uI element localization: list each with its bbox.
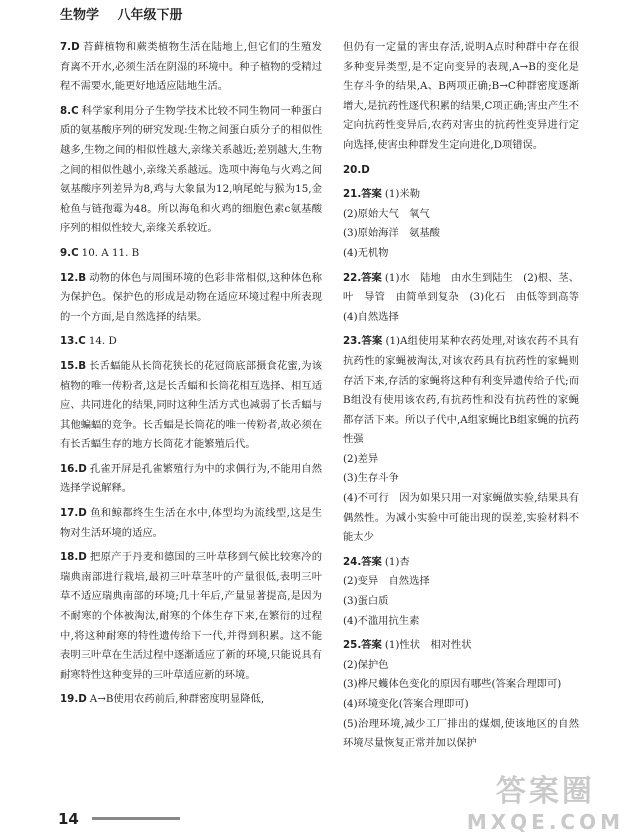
answer-line: (3)生存斗争 [343,472,399,485]
left-column [60,38,322,715]
answer-line: (3)原始海洋 氨基酸 [343,227,440,240]
answer-line: (4)不滥用抗生素 [343,614,420,627]
answer-line: (4)不可行 因为如果只用一对家蝇做实验,结果具有偶然性。为减小实验中可能出现的误差,实验材料不能太少 [343,492,579,544]
answer-item [343,185,579,263]
answer-text: 把原产于丹麦和德国的三叶草移到气候比较寒冷的瑞典南部进行栽培,最初三叶草茎叶的产量很低,表明三叶草不适应瑞典南部的环境;几十年后,产量显著提高,是因为不耐寒的个体被淘汰,耐寒的个体生存下来,在繁衍的过程中,将这种耐寒的特性遗传给下一代,并得到积累。这不能表明三叶草在生活过程中逐渐适应了新的环境,只能说具有耐寒特性这种变异的三叶草适应新的环境。 [60,551,322,681]
answer-line: (3)蛋白质 [343,595,389,608]
answer-line: (1)性状 相对性状 [384,639,472,652]
answer-item [60,102,322,239]
answer-text: 孔雀开屏是孔雀繁殖行为中的求偶行为,不能用自然选择学说解释。 [60,462,322,495]
answer-number: 12.B [60,271,87,284]
answer-item [60,244,322,264]
answer-line: (2)保护色 [343,658,389,671]
grade-label: 八年级下册 [117,8,183,23]
watermark-url: MXQE.COM [466,810,624,834]
answer-text: 动物的体色与周围环境的色彩非常相似,这种体色称为保护色。保护色的形成是动物在适应环境过程中所表现的一个方面,是自然选择的结果。 [60,271,322,323]
answer-item [60,504,322,543]
answer-text: 鱼和鲸都终生生活在水中,体型均为流线型,这是生物对生活环境的适应。 [60,507,322,539]
answer-text: 但仍有一定量的害虫存活,说明A点时种群中存在很多种变异类型,是不定向变异的表现,A→B的变化是生存斗争的结果,A、B两项正确;B→C种群密度逐渐增大,是抗药性逐代积累的结果,C项正确;害虫产生不定向抗药性变异后,农药对害虫的抗药性变异进行定向选择,使害虫种群发生定向进化,D项错误。 [343,41,579,151]
right-column [343,38,590,759]
answer-line: (1)A组使用某种农药处理,对该农药不具有抗药性的家蝇被淘汰,对该农药具有抗药性的家蝇则存活下来,存活的家蝇将这种有利变异遗传给子代;而B组没有使用该农药,有抗药性和没有抗药性的家蝇都存活下来。所以子代中,A组家蝇比B组家蝇的抗药性强 [343,335,579,446]
answer-number: 15.B [60,359,87,372]
answer-line: (3)桦尺蠖体色变化的原因有哪些(答案合理即可) [343,678,562,691]
answer-text: A→B使用农药前后,种群密度明显降低, [89,693,265,706]
answer-number: 17.D [60,507,87,520]
answer-item [60,332,322,352]
answer-number: 23.答案 [343,335,383,348]
footer-rule [92,817,180,820]
answer-line: (2)差异 [343,452,379,465]
watermark-text: 答案圈 [495,774,595,809]
answer-line: (1)杏 [384,555,410,568]
answer-item [343,553,579,631]
answer-number: 16.D [60,462,87,475]
page-header [60,4,197,23]
page-number: 14 [58,810,79,828]
answer-item [343,269,590,328]
answer-number: 25.答案 [343,639,382,652]
answer-number: 8.C [60,104,79,117]
answer-item [343,636,579,754]
answer-item [343,161,579,181]
answer-item [60,690,322,710]
answer-item [343,38,579,156]
answer-line: (4)环境变化(答案合理即可) [343,698,469,710]
answer-number: 22.答案 [343,271,382,284]
answer-line: (2)变异 自然选择 [343,575,430,588]
answer-number: 20.D [343,163,370,176]
answer-number: 9.C [60,246,79,259]
subject-label: 生物学 [60,8,100,23]
answer-number: 21.答案 [343,188,382,201]
answer-text: 科学家利用分子生物学技术比较不同生物同一种蛋白质的氨基酸序列的研究发现:生物之间蛋白质分子的相似性越多,生物之间的相似性越大,亲缘关系越近;差别越大,生物之间的相似性越小,亲缘关系越远。选项中海龟与火鸡之间氨基酸序列差异为8,鸡与大象鼠为12,响尾蛇与猴为15,金枪鱼与链孢霉为48。所以海龟和火鸡的细胞色素c氨基酸序列的相似性较大,亲缘关系较近。 [60,104,322,235]
answer-item [60,38,322,97]
answer-number: 13.C [60,335,86,348]
answer-item [343,332,579,548]
answer-line: (4)无机物 [343,246,389,259]
answer-text: 苔藓植物和蕨类植物生活在陆地上,但它们的生殖发育离不开水,必须生活在阴湿的环境中。种子植物的受精过程不需要水,能更好地适应陆地生活。 [60,41,322,93]
answer-line: (2)原始大气 氧气 [343,207,430,220]
answer-number: 18.D [60,551,87,564]
watermark-logo [467,766,624,834]
answer-text: 长舌蝠能从长筒花狭长的花冠筒底部摄食花蜜,为该植物的唯一传粉者,这是长舌蝠和长筒花相互选择、相互适应、共同进化的结果,同时这种生活方式也减弱了长舌蝠与其他蝙蝠的竞争。长舌蝠是长筒花的唯一传粉者,故必须在有长舌蝠生存的地方长筒花才能繁殖后代。 [60,359,322,451]
answer-item [60,357,322,455]
answer-item [60,269,322,328]
answer-text: 14. D [88,335,117,348]
answer-number: 24.答案 [343,555,382,568]
answer-line: (5)治理环境,减少工厂排出的煤烟,使该地区的自然环境尽量恢复正常并加以保护 [343,717,579,750]
answer-item [60,548,322,685]
answer-number: 19.D [60,693,87,706]
answer-item [60,460,322,499]
answer-line: (1)米勒 [384,188,421,201]
answer-text: (1)水 陆地 由水生到陆生 (2)根、茎、叶 导管 由简单到复杂 (3)化石 由低等到高等 (4)自然选择 [343,271,590,323]
answer-number: 7.D [60,41,80,53]
answer-text: 10. A 11. B [81,246,140,259]
